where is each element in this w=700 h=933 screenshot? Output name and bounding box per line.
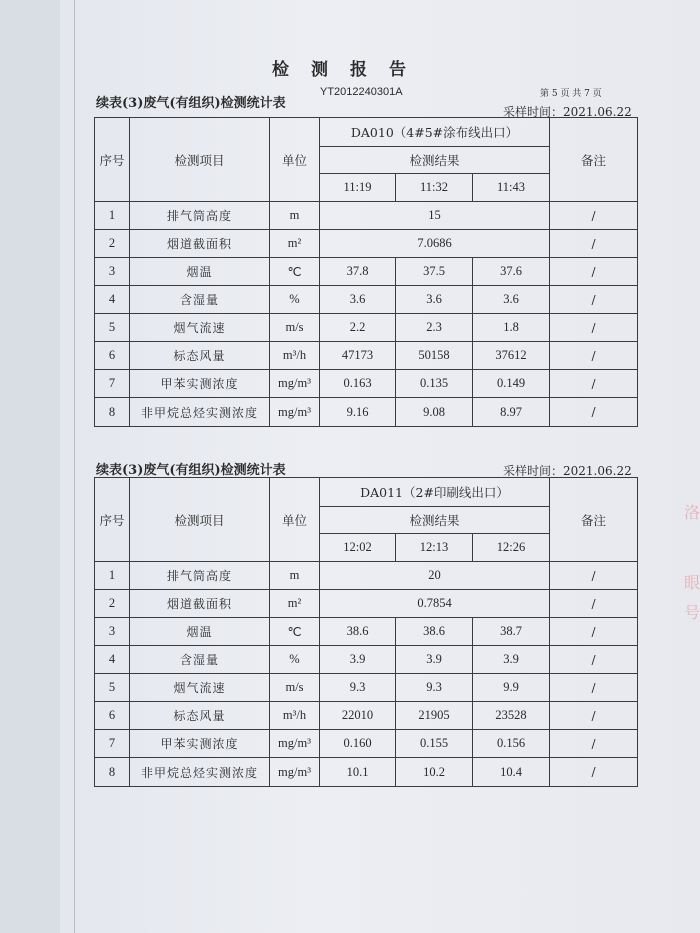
table1-sample-time: 采样时间：2021.06.22	[503, 105, 632, 119]
row-item: 排气筒高度	[130, 562, 270, 590]
row-seq: 1	[95, 562, 130, 590]
report-number: YT2012240301A	[320, 86, 403, 98]
row-value: 38.6	[320, 618, 396, 646]
row-seq: 5	[95, 314, 130, 342]
time-header: 12:02	[320, 534, 396, 562]
exhaust-table-da010	[94, 117, 638, 427]
row-value: 0.155	[396, 730, 473, 758]
row-remark: /	[550, 342, 638, 370]
row-remark: /	[550, 562, 638, 590]
row-remark: /	[550, 646, 638, 674]
table2-caption: 续表(3)废气(有组织)检测统计表	[96, 463, 286, 478]
row-item: 含湿量	[130, 646, 270, 674]
row-value: 10.2	[396, 758, 473, 787]
row-seq: 6	[95, 702, 130, 730]
row-unit: mg/m³	[270, 730, 320, 758]
row-remark: /	[550, 618, 638, 646]
row-value: 0.149	[473, 370, 550, 398]
row-value: 37612	[473, 342, 550, 370]
row-unit: mg/m³	[270, 398, 320, 427]
row-seq: 2	[95, 590, 130, 618]
row-item: 非甲烷总烃实测浓度	[130, 758, 270, 787]
col-unit-header: 单位	[270, 478, 320, 562]
row-item: 标态风量	[130, 702, 270, 730]
row-value: 21905	[396, 702, 473, 730]
row-unit: m/s	[270, 314, 320, 342]
margin-stamp-char: 洛	[684, 503, 700, 522]
row-value: 0.156	[473, 730, 550, 758]
row-seq: 4	[95, 646, 130, 674]
table1-caption: 续表(3)废气(有组织)检测统计表	[96, 96, 286, 111]
row-item: 烟气流速	[130, 314, 270, 342]
row-remark: /	[550, 286, 638, 314]
row-remark: /	[550, 202, 638, 230]
row-value: 2.3	[396, 314, 473, 342]
col-seq-header: 序号	[95, 478, 130, 562]
row-unit: mg/m³	[270, 758, 320, 787]
row-value: 3.6	[320, 286, 396, 314]
row-value: 8.97	[473, 398, 550, 427]
table2-sample-time: 采样时间：2021.06.22	[503, 464, 632, 478]
col-remark-header: 备注	[550, 118, 638, 202]
row-value: 38.7	[473, 618, 550, 646]
row-value: 10.1	[320, 758, 396, 787]
row-seq: 8	[95, 398, 130, 427]
row-value: 47173	[320, 342, 396, 370]
row-seq: 2	[95, 230, 130, 258]
row-value: 9.3	[396, 674, 473, 702]
row-seq: 4	[95, 286, 130, 314]
exhaust-table-da011	[94, 477, 638, 787]
row-value: 37.6	[473, 258, 550, 286]
col-unit-header: 单位	[270, 118, 320, 202]
row-seq: 1	[95, 202, 130, 230]
page-number: 第 5 页 共 7 页	[540, 89, 602, 99]
row-value: 3.9	[396, 646, 473, 674]
row-remark: /	[550, 590, 638, 618]
row-unit: m³/h	[270, 342, 320, 370]
row-value: 37.8	[320, 258, 396, 286]
merged-value: 7.0686	[320, 230, 550, 258]
row-value: 9.9	[473, 674, 550, 702]
row-item: 烟温	[130, 618, 270, 646]
row-seq: 3	[95, 258, 130, 286]
row-value: 3.9	[473, 646, 550, 674]
row-item: 烟道截面积	[130, 230, 270, 258]
row-remark: /	[550, 674, 638, 702]
row-value: 50158	[396, 342, 473, 370]
time-header: 11:19	[320, 174, 396, 202]
row-seq: 8	[95, 758, 130, 787]
row-unit: m	[270, 562, 320, 590]
row-value: 38.6	[396, 618, 473, 646]
merged-value: 0.7854	[320, 590, 550, 618]
row-item: 甲苯实测浓度	[130, 730, 270, 758]
row-seq: 6	[95, 342, 130, 370]
row-seq: 7	[95, 370, 130, 398]
row-remark: /	[550, 314, 638, 342]
row-remark: /	[550, 730, 638, 758]
row-unit: m	[270, 202, 320, 230]
margin-stamp-char: 眼	[684, 573, 700, 592]
report-title: 检测报告	[272, 60, 428, 80]
margin-stamp-char: 号	[684, 603, 700, 622]
row-value: 9.08	[396, 398, 473, 427]
row-value: 1.8	[473, 314, 550, 342]
row-remark: /	[550, 758, 638, 787]
col-remark-header: 备注	[550, 478, 638, 562]
row-unit: %	[270, 286, 320, 314]
row-item: 烟温	[130, 258, 270, 286]
row-unit: %	[270, 646, 320, 674]
row-value: 9.16	[320, 398, 396, 427]
merged-value: 15	[320, 202, 550, 230]
row-seq: 3	[95, 618, 130, 646]
row-item: 标态风量	[130, 342, 270, 370]
row-seq: 5	[95, 674, 130, 702]
outlet-header: DA010（4#5#涂布线出口）	[320, 118, 550, 147]
row-value: 37.5	[396, 258, 473, 286]
row-value: 3.6	[396, 286, 473, 314]
row-item: 含湿量	[130, 286, 270, 314]
row-item: 非甲烷总烃实测浓度	[130, 398, 270, 427]
row-value: 9.3	[320, 674, 396, 702]
row-unit: m³/h	[270, 702, 320, 730]
row-unit: ℃	[270, 618, 320, 646]
row-unit: m/s	[270, 674, 320, 702]
row-value: 0.160	[320, 730, 396, 758]
time-header: 11:32	[396, 174, 473, 202]
merged-value: 20	[320, 562, 550, 590]
col-item-header: 检测项目	[130, 478, 270, 562]
row-item: 排气筒高度	[130, 202, 270, 230]
row-unit: mg/m³	[270, 370, 320, 398]
row-value: 3.6	[473, 286, 550, 314]
row-unit: m²	[270, 590, 320, 618]
col-item-header: 检测项目	[130, 118, 270, 202]
row-unit: m²	[270, 230, 320, 258]
time-header: 12:13	[396, 534, 473, 562]
time-header: 12:26	[473, 534, 550, 562]
row-remark: /	[550, 258, 638, 286]
row-value: 2.2	[320, 314, 396, 342]
row-value: 22010	[320, 702, 396, 730]
result-header: 检测结果	[320, 147, 550, 174]
row-unit: ℃	[270, 258, 320, 286]
row-value: 0.163	[320, 370, 396, 398]
result-header: 检测结果	[320, 507, 550, 534]
row-remark: /	[550, 370, 638, 398]
row-value: 3.9	[320, 646, 396, 674]
row-item: 甲苯实测浓度	[130, 370, 270, 398]
row-remark: /	[550, 398, 638, 427]
binding-line	[74, 0, 75, 933]
outlet-header: DA011（2#印刷线出口）	[320, 478, 550, 507]
row-value: 0.135	[396, 370, 473, 398]
row-remark: /	[550, 230, 638, 258]
row-item: 烟气流速	[130, 674, 270, 702]
row-value: 10.4	[473, 758, 550, 787]
row-value: 23528	[473, 702, 550, 730]
row-seq: 7	[95, 730, 130, 758]
time-header: 11:43	[473, 174, 550, 202]
row-remark: /	[550, 702, 638, 730]
row-item: 烟道截面积	[130, 590, 270, 618]
col-seq-header: 序号	[95, 118, 130, 202]
